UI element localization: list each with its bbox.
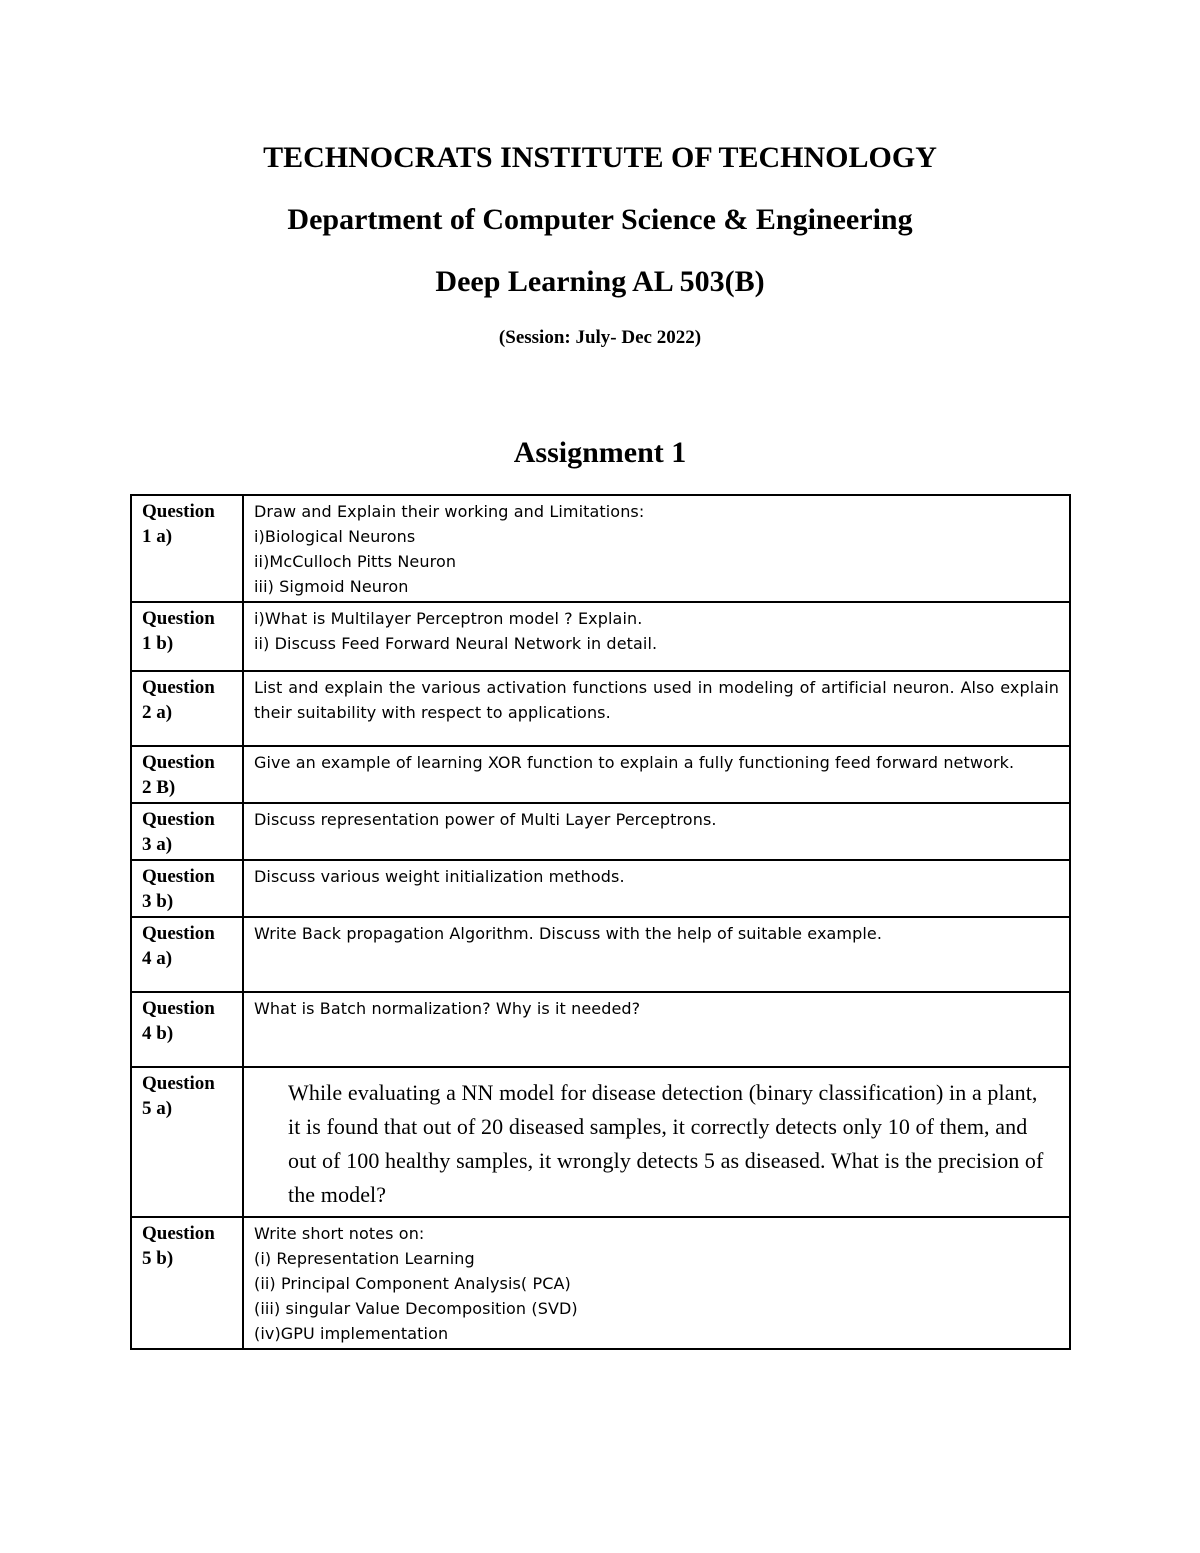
question-text: What is Batch normalization? Why is it needed? xyxy=(243,992,1070,1067)
question-label: Question 5 a) xyxy=(131,1067,243,1217)
question-label: Question 2 B) xyxy=(131,746,243,803)
institute-title: TECHNOCRATS INSTITUTE OF TECHNOLOGY xyxy=(263,141,937,174)
department-title: Department of Computer Science & Engineering xyxy=(287,203,913,236)
question-row-5b xyxy=(131,1217,1070,1349)
assignment-title: Assignment 1 xyxy=(513,436,687,469)
question-row-1b xyxy=(131,602,1070,671)
question-label: Question 3 b) xyxy=(131,860,243,917)
question-text: List and explain the various activation functions used in modeling of artificial neuron. Also explain their suitability with respect to applications. xyxy=(243,671,1070,746)
question-text: Discuss representation power of Multi Layer Perceptrons. xyxy=(243,803,1070,860)
question-row-2a xyxy=(131,671,1070,746)
question-label: Question 4 a) xyxy=(131,917,243,992)
question-row-3b xyxy=(131,860,1070,917)
question-row-1a xyxy=(131,495,1070,602)
question-label: Question 1 b) xyxy=(131,602,243,671)
question-text: Write short notes on: (i) Representation Learning (ii) Principal Component Analysis( PCA) (iii) singular Value Decomposition (SVD) (iv)GPU implementation xyxy=(243,1217,1070,1349)
session-info: (Session: July- Dec 2022) xyxy=(498,327,702,348)
questions-table xyxy=(130,494,1071,1350)
question-row-5a xyxy=(131,1067,1070,1217)
course-title: Deep Learning AL 503(B) xyxy=(435,265,765,298)
question-label: Question 3 a) xyxy=(131,803,243,860)
question-text: Draw and Explain their working and Limitations: i)Biological Neurons ii)McCulloch Pitts Neuron iii) Sigmoid Neuron xyxy=(243,495,1070,602)
question-text: Write Back propagation Algorithm. Discuss with the help of suitable example. xyxy=(243,917,1070,992)
question-row-2b xyxy=(131,746,1070,803)
question-row-3a xyxy=(131,803,1070,860)
question-row-4a xyxy=(131,917,1070,992)
question-text: While evaluating a NN model for disease detection (binary classification) in a plant, it is found that out of 20 diseased samples, it correctly detects only 10 of them, and out of 100 healthy samples, it wrongly detects 5 as diseased. What is the precision of the model? xyxy=(243,1067,1070,1217)
question-label: Question 4 b) xyxy=(131,992,243,1067)
question-label: Question 5 b) xyxy=(131,1217,243,1349)
question-label: Question 2 a) xyxy=(131,671,243,746)
question-text: Give an example of learning XOR function to explain a fully functioning feed forward network. xyxy=(243,746,1070,803)
question-row-4b xyxy=(131,992,1070,1067)
question-text: i)What is Multilayer Perceptron model ? Explain. ii) Discuss Feed Forward Neural Network in detail. xyxy=(243,602,1070,671)
question-label: Question 1 a) xyxy=(131,495,243,602)
question-text: Discuss various weight initialization methods. xyxy=(243,860,1070,917)
